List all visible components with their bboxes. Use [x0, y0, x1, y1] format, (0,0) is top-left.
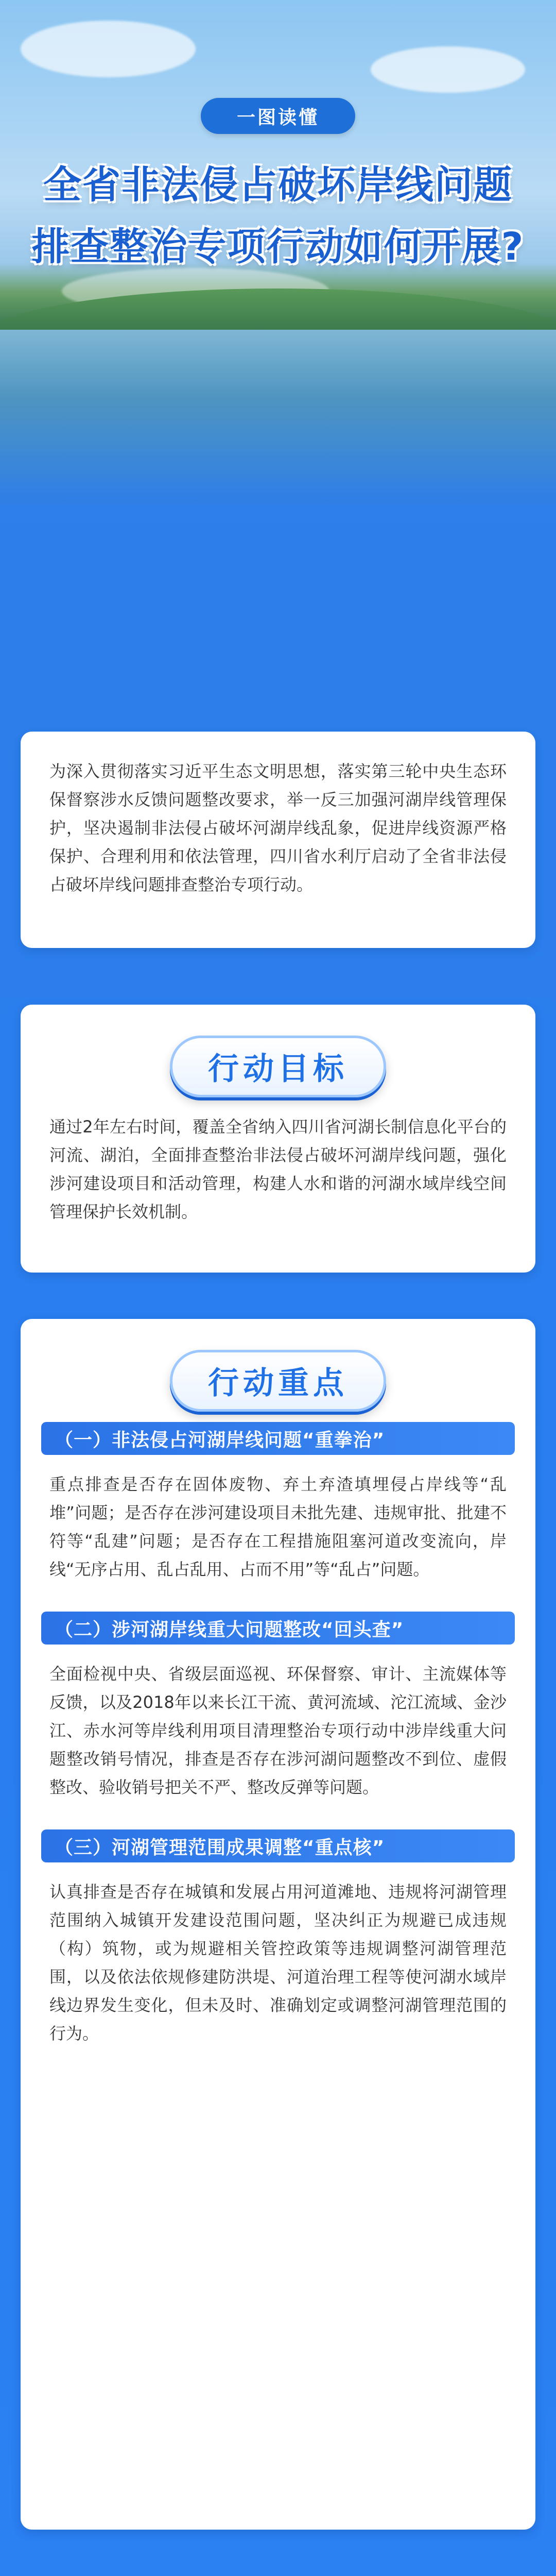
cloud-decoration	[21, 21, 196, 77]
focus-item-1-text: 重点排查是否存在固体废物、弃土弃渣填埋侵占岸线等“乱堆”问题；是否存在涉河建设项目未批先建、违规审批、批建不符等“乱建”问题；是否存在工程措施阻塞河道改变流向，岸线“无序占用、乱占乱用、占而不用”等“乱占”问题。	[49, 1475, 507, 1579]
focus-item-3-text: 认真排查是否存在城镇和发展占用河道滩地、违规将河湖管理范围纳入城镇开发建设范围问题，坚决纠正为规避已成违规（构）筑物，或为规避相关管控政策等违规调整河湖管理范围，以及依法依规修建防洪堤、河道治理工程等使河湖水域岸线边界发生变化，但未及时、准确划定或调整河湖管理范围的行为。	[49, 1882, 507, 2043]
section-goal-title-wrap	[170, 1036, 386, 1097]
page-title-line1: 全省非法侵占破坏岸线问题	[43, 163, 513, 207]
focus-item-1-heading: （一）非法侵占河湖岸线问题“重拳治”	[41, 1422, 515, 1455]
goal-text: 通过2年左右时间，覆盖全省纳入四川省河湖长制信息化平台的河流、湖泊，全面排查整治非法侵占破坏河湖岸线问题，强化涉河建设项目和活动管理，构建人水和谐的河湖水域岸线空间管理保护长效机制。	[49, 1117, 507, 1222]
section-focus-title: 行动重点	[170, 1350, 386, 1412]
badge: 一图读懂	[201, 98, 355, 134]
focus-item-3-heading: （三）河湖管理范围成果调整“重点核”	[41, 1829, 515, 1862]
focus-item-2-text: 全面检视中央、省级层面巡视、环保督察、审计、主流媒体等反馈，以及2018年以来长江干流、黄河流域、沱江流域、金沙江、赤水河等岸线利用项目清理整治专项行动中涉岸线重大问题整改销号情况，排查是否存在涉河湖问题整改不到位、虚假整改、验收销号把关不严、整改反弹等问题。	[49, 1664, 507, 1797]
intro-card	[21, 732, 535, 948]
hero-banner	[0, 0, 556, 505]
section-focus-card	[21, 1319, 535, 2530]
focus-item-2-heading: （二）涉河湖岸线重大问题整改“回头查”	[41, 1612, 515, 1645]
page-title-line2: 排查整治专项行动如何开展?	[31, 225, 525, 269]
section-goal-title: 行动目标	[170, 1036, 386, 1097]
section-focus-title-wrap	[170, 1350, 386, 1412]
intro-text: 为深入贯彻落实习近平生态文明思想，落实第三轮中央生态环保督察涉水反馈问题整改要求，举一反三加强河湖岸线管理保护，坚决遏制非法侵占破坏河湖岸线乱象，促进岸线资源严格保护、合理利用和依法管理，四川省水利厅启动了全省非法侵占破坏岸线问题排查整治专项行动。	[49, 761, 507, 894]
lake-decoration	[0, 330, 556, 500]
cloud-decoration	[371, 46, 525, 93]
